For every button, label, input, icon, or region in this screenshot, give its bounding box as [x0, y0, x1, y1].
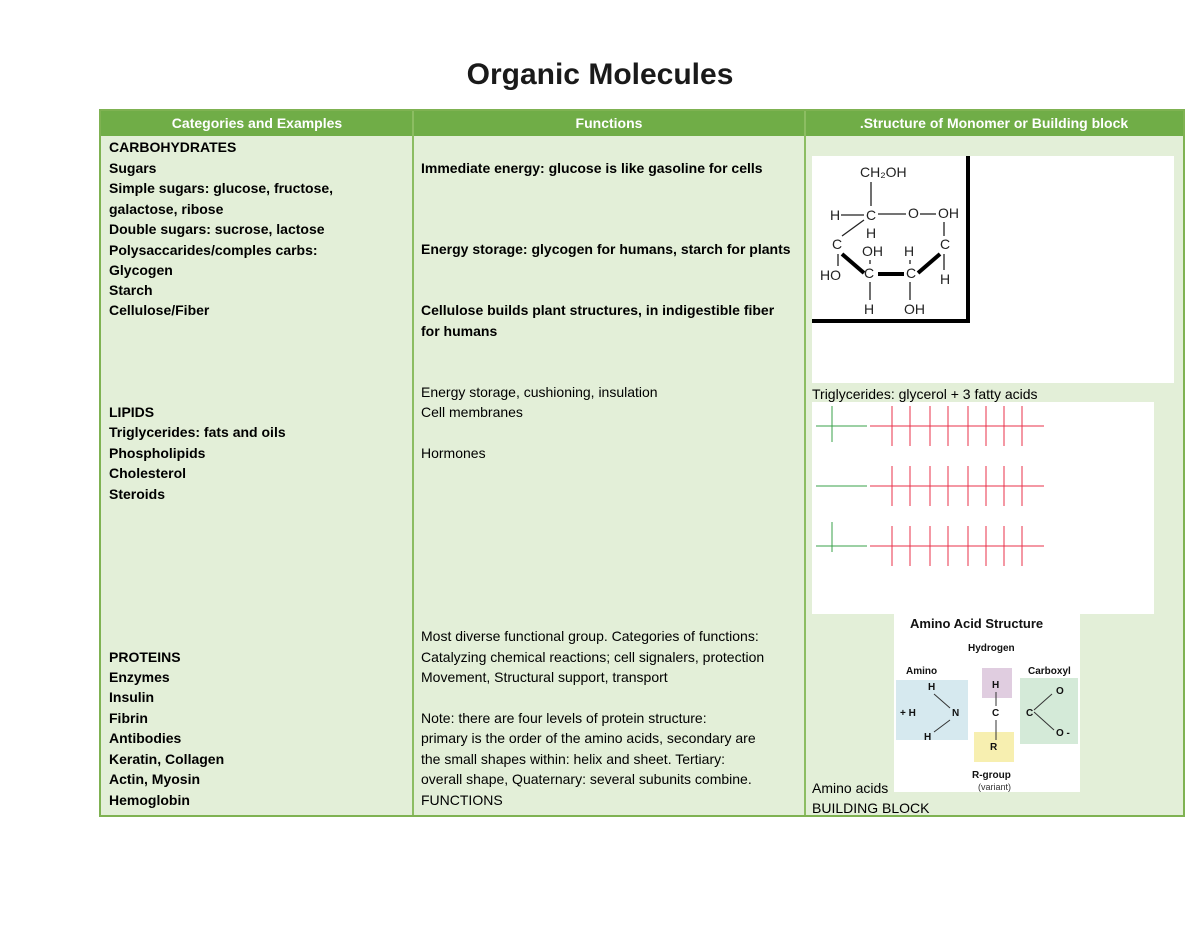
page-title: Organic Molecules	[466, 58, 734, 91]
column-divider	[804, 111, 806, 815]
protein-item: Hemoglobin	[109, 792, 190, 808]
proteins-heading: PROTEINS	[109, 649, 181, 665]
svg-text:C: C	[832, 236, 843, 252]
lipid-item: Cholesterol	[109, 465, 187, 481]
protein-item: Fibrin	[109, 710, 148, 726]
carb-item: Polysaccarides/comples carbs:	[109, 242, 318, 258]
svg-text:O: O	[1056, 686, 1064, 697]
carb-function: Immediate energy: glucose is like gasoline for cells	[421, 160, 763, 176]
svg-text:OH: OH	[862, 243, 883, 259]
svg-text:C: C	[866, 207, 877, 223]
svg-text:H: H	[904, 243, 915, 259]
svg-text:H: H	[992, 680, 1000, 691]
triglyceride-structure	[812, 402, 1154, 614]
lipids-heading: LIPIDS	[109, 404, 155, 420]
protein-item: Keratin, Collagen	[109, 751, 225, 767]
column-divider	[412, 111, 414, 815]
protein-function: Catalyzing chemical reactions; cell signalers, protection	[421, 649, 765, 665]
svg-text:H: H	[928, 682, 936, 693]
amino-acid-diagram	[894, 614, 1080, 792]
svg-text:O -: O -	[1056, 728, 1070, 739]
svg-text:H: H	[924, 732, 932, 743]
triglyceride-label: Triglycerides: glycerol + 3 fatty acids	[812, 386, 1038, 402]
lipid-item: Steroids	[109, 486, 166, 502]
svg-text:H: H	[864, 301, 875, 317]
svg-text:CH₂OH: CH₂OH	[860, 164, 907, 180]
svg-text:C: C	[940, 236, 951, 252]
lipid-function: Cell membranes	[421, 404, 523, 420]
svg-text:Carboxyl: Carboxyl	[1028, 666, 1071, 677]
svg-text:R-group: R-group	[972, 770, 1011, 781]
svg-text:+ H: + H	[900, 708, 916, 719]
carb-function: Cellulose builds plant structures, in indigestible fiber	[421, 302, 775, 318]
building-block-label: BUILDING BLOCK	[812, 800, 930, 816]
svg-text:C: C	[864, 265, 875, 281]
carb-item: Starch	[109, 282, 153, 298]
svg-text:H: H	[830, 207, 841, 223]
amino-acid-structure	[894, 614, 1080, 792]
carb-function: Energy storage: glycogen for humans, starch for plants	[421, 241, 791, 257]
lipid-function: Hormones	[421, 445, 486, 461]
svg-text:C: C	[1026, 708, 1034, 719]
lipid-item: Phospholipids	[109, 445, 206, 461]
svg-text:Amino: Amino	[906, 666, 938, 677]
carbohydrates-heading: CARBOHYDRATES	[109, 139, 237, 155]
protein-function: primary is the order of the amino acids, secondary are	[421, 730, 756, 746]
header-structure: .Structure of Monomer or Building block	[859, 115, 1129, 131]
carb-item: Simple sugars: glucose, fructose,	[109, 180, 334, 196]
svg-text:O: O	[908, 205, 919, 221]
protein-function: FUNCTIONS	[421, 792, 503, 808]
svg-text:Amino Acid Structure: Amino Acid Structure	[910, 616, 1044, 631]
svg-text:Hydrogen: Hydrogen	[968, 643, 1015, 654]
svg-text:HO: HO	[820, 267, 841, 283]
protein-function: Movement, Structural support, transport	[421, 669, 668, 685]
svg-text:R: R	[990, 742, 998, 753]
triglyceride-diagram	[812, 402, 1154, 614]
carb-item: Sugars	[109, 160, 157, 176]
svg-text:H: H	[940, 271, 951, 287]
protein-item: Enzymes	[109, 669, 170, 685]
carb-item: Glycogen	[109, 262, 173, 278]
svg-text:C: C	[906, 265, 917, 281]
protein-function: Note: there are four levels of protein structure:	[421, 710, 707, 726]
svg-text:OH: OH	[938, 205, 959, 221]
protein-item: Actin, Myosin	[109, 771, 201, 787]
protein-item: Insulin	[109, 689, 155, 705]
header-categories: Categories and Examples	[171, 115, 343, 131]
svg-text:(variant): (variant)	[978, 782, 1012, 792]
protein-function: overall shape, Quaternary: several subunits combine.	[421, 771, 752, 787]
lipid-function: Energy storage, cushioning, insulation	[421, 384, 658, 400]
svg-text:H: H	[866, 225, 877, 241]
table-header	[101, 111, 1183, 136]
header-functions: Functions	[575, 115, 643, 131]
svg-text:OH: OH	[904, 301, 925, 317]
protein-function: Most diverse functional group. Categories of functions:	[421, 628, 759, 644]
carb-item: Double sugars: sucrose, lactose	[109, 221, 325, 237]
svg-text:C: C	[992, 708, 1000, 719]
protein-function: the small shapes within: helix and sheet. Tertiary:	[421, 751, 726, 767]
svg-text:N: N	[952, 708, 960, 719]
amino-acids-label: Amino acids	[812, 780, 889, 796]
lipid-item: Triglycerides: fats and oils	[109, 424, 286, 440]
carb-function: for humans	[421, 323, 498, 339]
protein-item: Antibodies	[109, 730, 182, 746]
glucose-ring-diagram	[812, 156, 1174, 383]
carb-item: Cellulose/Fiber	[109, 302, 210, 318]
carb-item: galactose, ribose	[109, 201, 224, 217]
glucose-structure	[812, 156, 1174, 383]
